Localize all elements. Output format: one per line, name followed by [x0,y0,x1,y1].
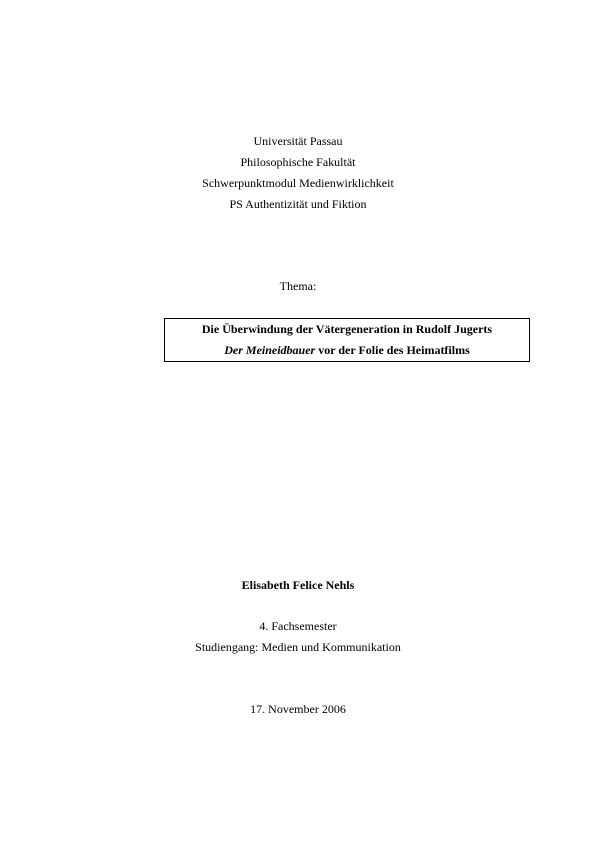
module-name: Schwerpunktmodul Medienwirklichkeit [202,176,394,190]
author-name: Elisabeth Felice Nehls [241,578,355,592]
topic-label: Thema: [279,279,317,293]
study-program: Studiengang: Medien und Kommunikation [195,640,401,654]
thesis-title-line-1: Die Überwindung der Vätergeneration in Rudolf Jugerts [201,322,493,336]
thesis-title-box [164,318,530,362]
faculty-name: Philosophische Fakultät [240,155,356,169]
semester: 4. Fachsemester [259,619,337,633]
university-name: Universität Passau [253,134,343,148]
thesis-title-line-2 [165,343,529,357]
seminar-name: PS Authentizität und Fiktion [229,197,367,211]
thesis-title-line-2-rest: vor der Folie des Heimatfilms [315,343,470,357]
submission-date: 17. November 2006 [250,702,346,716]
film-title: Der Meineidbauer [224,343,316,357]
